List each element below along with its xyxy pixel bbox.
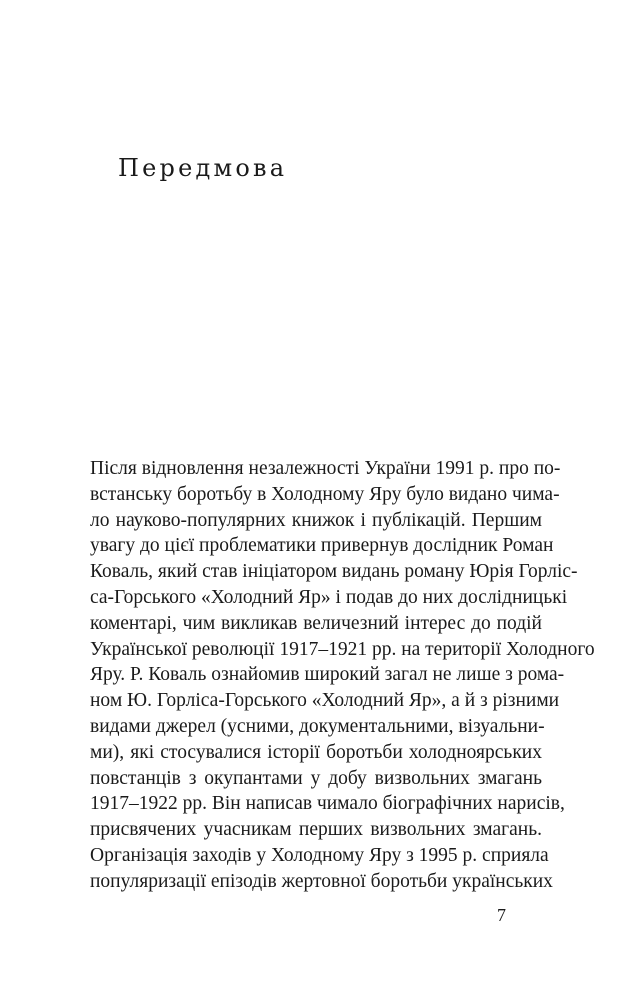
chapter-title: Передмова [118,154,288,182]
text-line: Коваль, який став ініціатором видань роману Юрія Горліс- [90,561,578,583]
text-line: ло науково-популярних книжок і публікацій. Першим [90,509,542,531]
text-line: Української революції 1917–1921 рр. на території Холодного [90,638,595,660]
text-line: увагу до цієї проблематики привернув дослідник Роман [90,535,554,557]
text-line: встанську боротьбу в Холодному Яру було видано чима- [90,483,560,505]
page-number: 7 [497,905,506,925]
text-line: повстанців з окупантами у добу визвольних змагань [90,767,542,789]
text-line: присвячених учасникам перших визвольних змагань. [90,819,542,841]
text-line: са-Горського «Холодний Яр» і подав до них дослідницькі [90,586,568,608]
text-line: Після відновлення незалежності України 1991 р. про по- [90,458,561,479]
text-line: видами джерел (усними, документальними, візуальни- [90,715,545,737]
body-paragraph [90,456,595,895]
text-line: ми), які стосувалися історії боротьби холодноярських [90,741,542,763]
text-line: Організація заходів у Холодному Яру з 1995 р. сприяла [90,844,549,866]
text-line: ном Ю. Горліса-Горського «Холодний Яр», а й з різними [90,690,560,712]
text-line: популяризації епізодів жертовної боротьби українських [90,870,553,892]
text-line: 1917–1922 рр. Він написав чимало біографічних нарисів, [90,793,565,815]
text-line: коментарі, чим викликав величезний інтерес до подій [90,612,542,634]
text-line: Яру. Р. Коваль ознайомив широкий загал не лише з рома- [90,664,565,686]
